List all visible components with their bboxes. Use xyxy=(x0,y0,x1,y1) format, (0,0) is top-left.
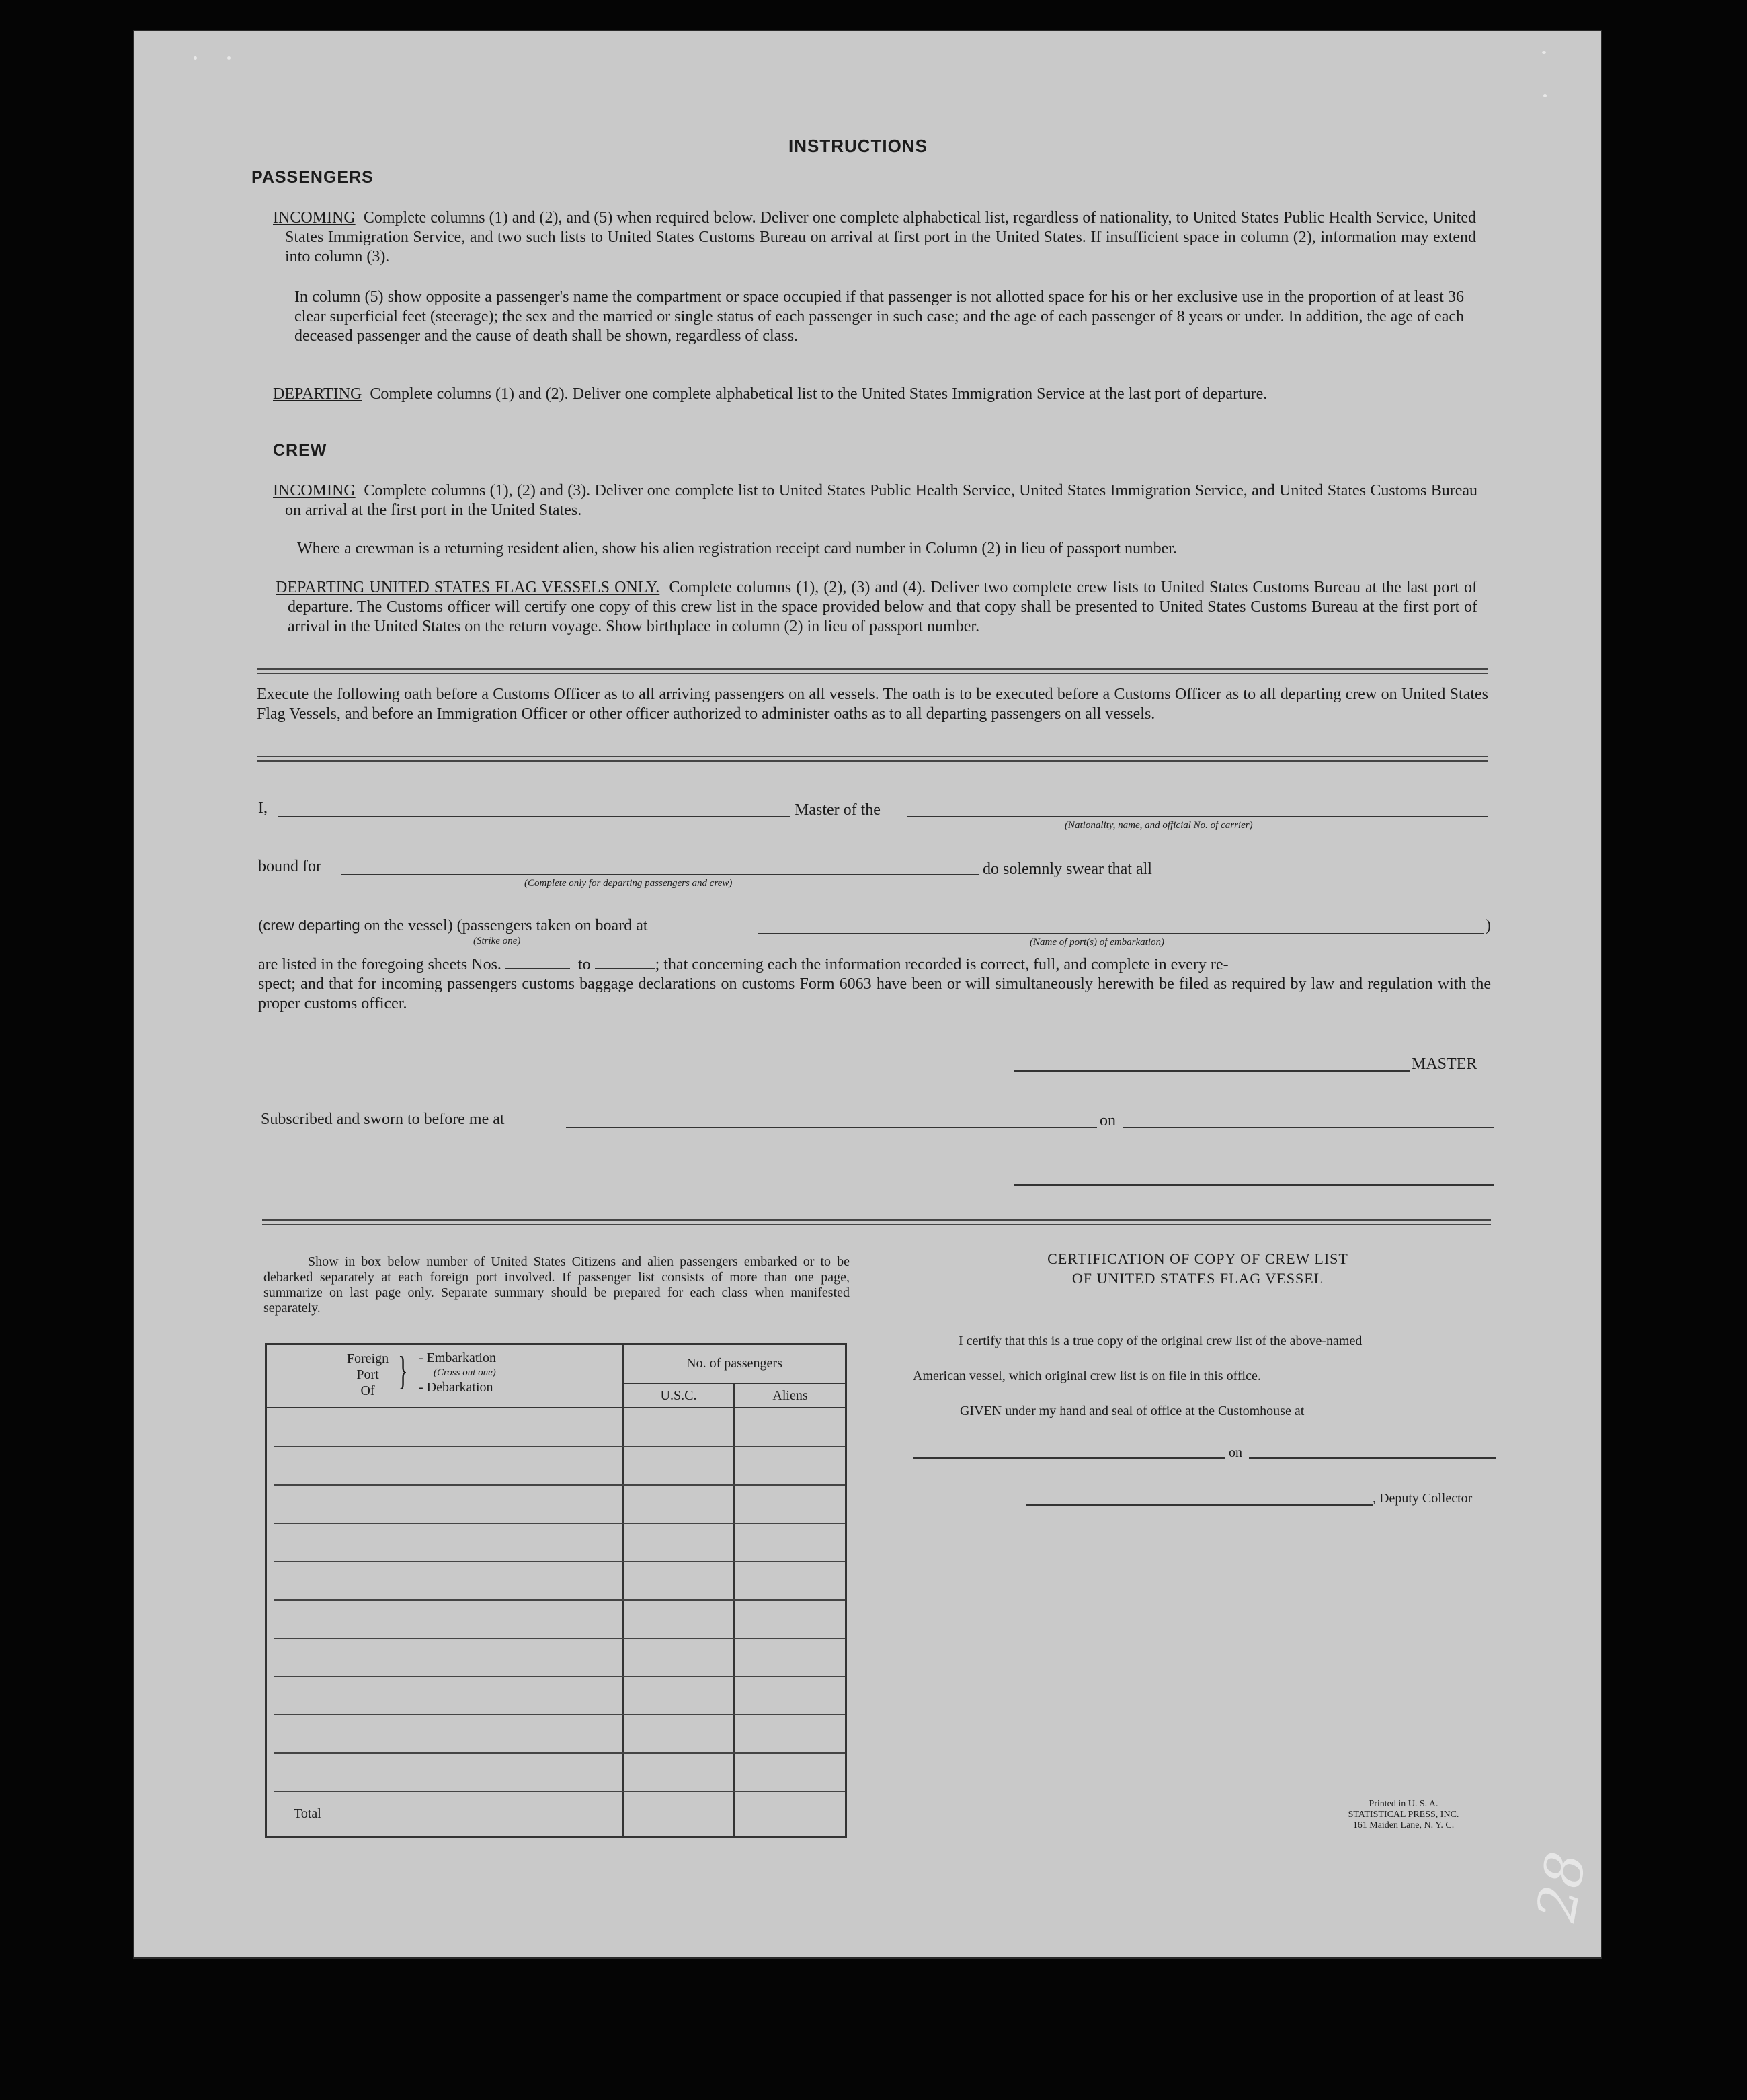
aliens-header: Aliens xyxy=(772,1388,808,1403)
given-text: GIVEN under my hand and seal of office at the Customhouse at xyxy=(960,1404,1305,1418)
table-row[interactable] xyxy=(274,1714,845,1715)
bound-for-line[interactable] xyxy=(341,874,979,875)
margin-speck xyxy=(227,56,231,60)
crew-departing-text: Complete columns (1), (2), (3) and (4). Deliver two complete crew lists to United States Customs Bureau at the last port of departure. The Customs officer will certify one copy of this crew list in the space provided below and that copy shall be presented to United States Customs Bureau at the first port of arrival in the United States on the return voyage. Show birthplace in column (2) in lieu of passport number. xyxy=(288,579,1477,635)
brace-icon: } xyxy=(398,1348,408,1393)
strike-one-note: (Strike one) xyxy=(473,936,521,946)
embarkation-option[interactable]: - Embarkation xyxy=(419,1350,496,1365)
deputy-collector-label: , Deputy Collector xyxy=(1373,1491,1473,1506)
table-row[interactable] xyxy=(274,1523,845,1524)
certification-title-line2: OF UNITED STATES FLAG VESSEL xyxy=(1071,1270,1324,1287)
foreign-label: Foreign xyxy=(346,1351,389,1366)
cert-on-label: on xyxy=(1229,1445,1242,1460)
margin-speck xyxy=(194,56,197,60)
printer-line2: STATISTICAL PRESS, INC. xyxy=(1348,1810,1459,1820)
foreign-port-header xyxy=(267,1345,622,1407)
sheet-to-field[interactable] xyxy=(595,956,655,969)
table-row[interactable] xyxy=(274,1484,845,1486)
crew-heading: CREW xyxy=(273,441,327,460)
debarkation-option[interactable]: - Debarkation xyxy=(419,1380,493,1395)
printer-line3: 161 Maiden Lane, N. Y. C. xyxy=(1352,1820,1455,1830)
handwritten-page-number: 28 xyxy=(1525,1847,1598,1926)
margin-speck xyxy=(1542,51,1546,54)
officer-signature-line[interactable] xyxy=(1014,1184,1494,1186)
passengers-incoming-label: INCOMING xyxy=(273,209,356,227)
subscribed-label: Subscribed and sworn to before me at xyxy=(261,1110,505,1128)
divider-3 xyxy=(262,1219,1491,1225)
divider-2 xyxy=(257,756,1488,762)
master-label: MASTER xyxy=(1412,1055,1477,1073)
no-passengers-header: No. of passengers xyxy=(686,1356,782,1371)
total-label: Total xyxy=(294,1806,321,1821)
passengers-departing-label: DEPARTING xyxy=(273,385,362,403)
table-row[interactable] xyxy=(274,1752,845,1754)
subscribed-date-line[interactable] xyxy=(1123,1127,1494,1128)
closing-paren: ) xyxy=(1486,917,1491,934)
table-row[interactable] xyxy=(274,1446,845,1447)
listed-text-1: are listed in the foregoing sheets Nos. xyxy=(258,956,501,973)
oath-intro: Execute the following oath before a Customs Officer as to all arriving passengers on all vessels. The oath is to be executed before a Customs Officer as to all departing crew on United States Flag Vessels, and before an Immigration Officer or other officer authorized to administer oaths as to all departing passengers on all vessels. xyxy=(257,686,1488,723)
embarkation-port-line[interactable] xyxy=(758,933,1484,934)
usc-header: U.S.C. xyxy=(660,1388,697,1403)
subscribed-on-label: on xyxy=(1100,1112,1116,1129)
carrier-note: (Nationality, name, and official No. of carrier) xyxy=(1065,820,1253,831)
passengers-incoming-paragraph xyxy=(273,208,1476,267)
master-name-line[interactable] xyxy=(278,816,790,817)
crew-passengers-line xyxy=(258,917,648,935)
port-label: Port xyxy=(356,1367,379,1382)
crew-incoming-text: Complete columns (1), (2) and (3). Deliver one complete list to United States Public Health Service, United States Immigration Service, and United States Customs Bureau on arrival at the first port in the United States. xyxy=(285,482,1478,519)
listed-text-2: ; that concerning each the information recorded is correct, full, and complete in every re- xyxy=(655,956,1229,973)
swear-text: do solemnly swear that all xyxy=(983,860,1152,878)
form-sheet xyxy=(133,30,1602,1959)
listed-line-1 xyxy=(258,956,1229,974)
certification-title xyxy=(1010,1249,1386,1288)
table-row[interactable] xyxy=(274,1791,845,1792)
table-row[interactable] xyxy=(274,1676,845,1677)
customhouse-line[interactable] xyxy=(913,1457,1225,1459)
listed-to: to xyxy=(577,956,591,973)
passengers-taken-option[interactable]: (passengers taken on board at xyxy=(456,917,648,934)
subscribed-place-line[interactable] xyxy=(566,1127,1097,1128)
table-row[interactable] xyxy=(274,1561,845,1562)
summary-instructions: Show in box below number of United States Citizens and alien passengers embarked or to be debarked separately at each foreign port involved. If passenger list consists of more than one page, summarize on last page only. Separate summary should be prepared for each class when manifested separately. xyxy=(263,1254,850,1316)
crew-departing-label: DEPARTING UNITED STATES FLAG VESSELS ONLY. xyxy=(276,579,660,596)
crew-departing-option[interactable]: (crew departing xyxy=(258,917,360,934)
divider-1 xyxy=(257,668,1488,674)
passengers-departing-text: Complete columns (1) and (2). Deliver one complete alphabetical list to the United States Immigration Service at the last port of departure. xyxy=(370,385,1268,403)
instructions-title: INSTRUCTIONS xyxy=(788,136,928,156)
listed-text-3: spect; and that for incoming passengers customs baggage declarations on customs Form 6063 have been or will simultaneously herewith be filed as required by law and regulation with the proper customs officer. xyxy=(258,975,1491,1012)
summary-table-box xyxy=(265,1343,847,1838)
master-signature-line[interactable] xyxy=(1014,1070,1410,1072)
certify-text-1: I certify that this is a true copy of the original crew list of the above-named xyxy=(959,1334,1363,1348)
certification-title-line1: CERTIFICATION OF COPY OF CREW LIST xyxy=(1047,1250,1348,1267)
crew-incoming-label: INCOMING xyxy=(273,482,356,499)
resident-alien-paragraph: Where a crewman is a returning resident alien, show his alien registration receipt card number in Column (2) in lieu of passport number. xyxy=(297,540,1177,557)
master-of-the-label: Master of the xyxy=(795,801,881,819)
passengers-heading: PASSENGERS xyxy=(251,168,374,187)
cross-out-note: (Cross out one) xyxy=(434,1367,496,1378)
carrier-line[interactable] xyxy=(907,816,1488,817)
on-the-vessel-text: on the vessel) xyxy=(364,917,453,934)
deputy-signature-line[interactable] xyxy=(1026,1504,1373,1506)
bound-for-label: bound for xyxy=(258,858,321,875)
crew-incoming-paragraph xyxy=(273,481,1477,520)
column5-paragraph: In column (5) show opposite a passenger's name the compartment or space occupied if that passenger is not allotted space for his or her exclusive use in the proportion of at least 36 clear superficial feet (steerage); the sex and the married or single status of each passenger in such case; and the age of each passenger of 8 years or under. In addition, the age of each deceased passenger and the cause of death shall be shown, regardless of class. xyxy=(294,288,1464,345)
cert-date-line[interactable] xyxy=(1249,1457,1496,1459)
sheet-from-field[interactable] xyxy=(505,956,570,969)
embarkation-port-note: (Name of port(s) of embarkation) xyxy=(1030,937,1164,948)
printer-imprint xyxy=(1303,1799,1504,1831)
table-row[interactable] xyxy=(274,1599,845,1601)
certify-text-2: American vessel, which original crew list is on file in this office. xyxy=(913,1369,1261,1383)
printer-line1: Printed in U. S. A. xyxy=(1369,1799,1438,1809)
passengers-departing-paragraph xyxy=(273,385,1476,404)
passengers-incoming-text: Complete columns (1) and (2), and (5) when required below. Deliver one complete alphabetical list, regardless of nationality, to United States Public Health Service, United States Immigration Service, and two such lists to United States Customs Bureau on arrival at first port in the United States. If insufficient space in column (2), information may extend into column (3). xyxy=(285,209,1477,266)
oath-i-label: I, xyxy=(258,799,268,817)
bound-for-note: (Complete only for departing passengers and crew) xyxy=(524,878,733,889)
margin-speck xyxy=(1543,94,1547,97)
table-row[interactable] xyxy=(274,1638,845,1639)
crew-departing-paragraph xyxy=(276,578,1477,637)
of-label: Of xyxy=(360,1383,375,1398)
